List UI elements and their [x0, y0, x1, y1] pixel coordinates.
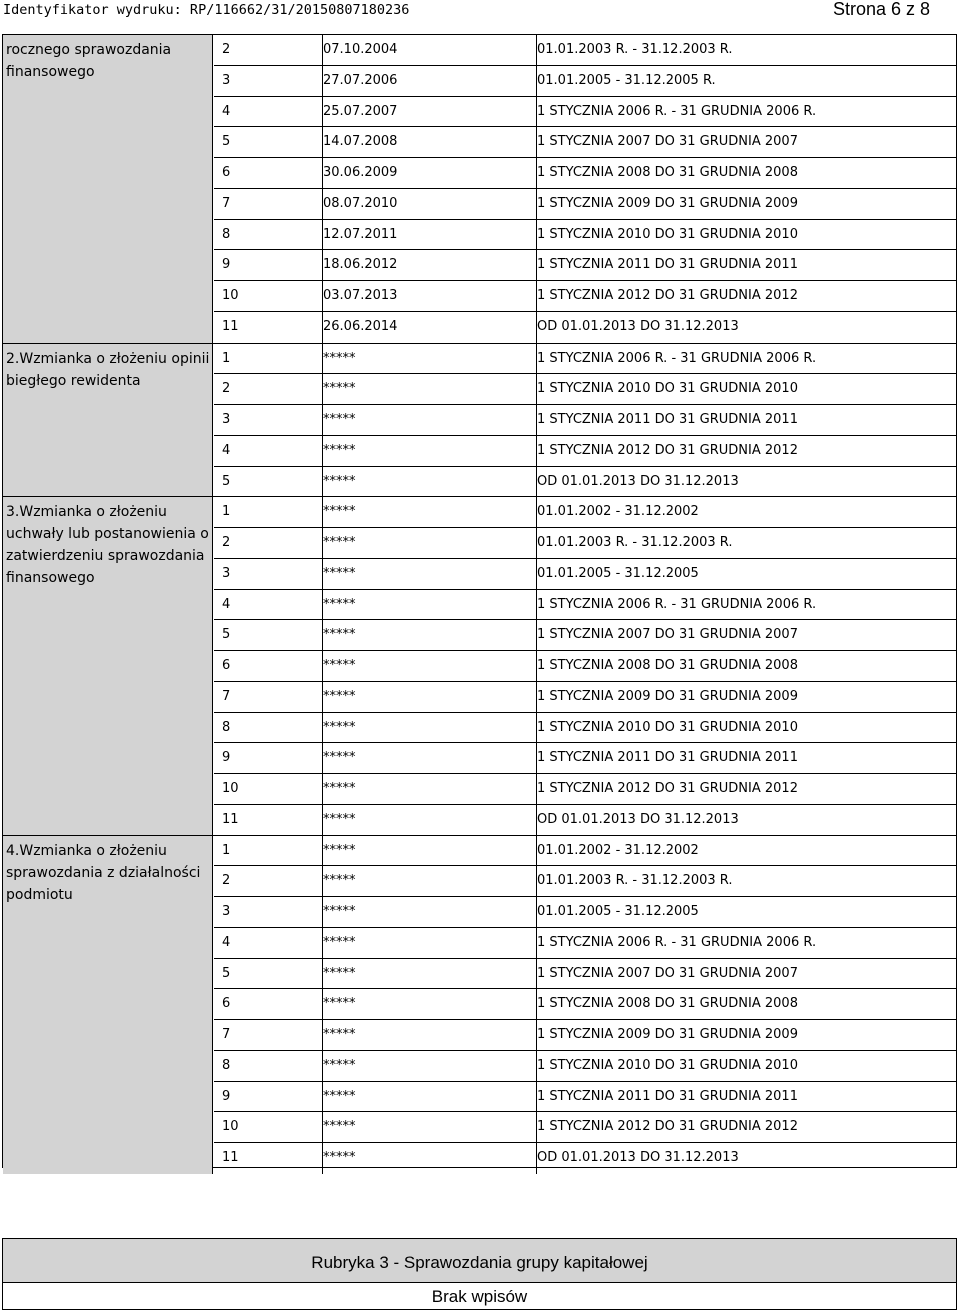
rubryka-title: Rubryka 3 - Sprawozdania grupy kapitałowej: [3, 1239, 956, 1283]
row-date: *****: [323, 596, 356, 612]
row-period: OD 01.01.2013 DO 31.12.2013: [537, 811, 739, 827]
row-number: 7: [222, 195, 231, 211]
row-period: 1 STYCZNIA 2007 DO 31 GRUDNIA 2007: [537, 134, 798, 150]
row-number: 5: [222, 627, 231, 643]
row-number: 8: [222, 226, 231, 242]
section-4: [3, 835, 956, 1174]
row-period: 1 STYCZNIA 2011 DO 31 GRUDNIA 2011: [537, 1088, 798, 1104]
section-label: 4.Wzmianka o złożeniu sprawozdania z działalności podmiotu: [3, 836, 213, 1174]
row-period: 1 STYCZNIA 2012 DO 31 GRUDNIA 2012: [537, 781, 798, 796]
row-date: *****: [323, 811, 356, 827]
row-period: 01.01.2002 - 31.12.2002: [537, 504, 699, 520]
row-date: *****: [323, 781, 356, 796]
table-row: [214, 66, 956, 97]
table-row: [214, 713, 956, 744]
row-period: 01.01.2002 - 31.12.2002: [537, 842, 699, 858]
row-date: *****: [323, 750, 356, 766]
row-period: 1 STYCZNIA 2012 DO 31 GRUDNIA 2012: [537, 442, 798, 458]
table-row: [214, 127, 956, 158]
table-row: [214, 620, 956, 651]
row-number: 6: [222, 996, 231, 1012]
row-date: *****: [323, 350, 356, 366]
table-row: [214, 467, 956, 498]
table-row: [214, 743, 956, 774]
row-number: 8: [222, 1057, 231, 1073]
table-row: [214, 312, 956, 343]
table-row: [214, 281, 956, 312]
row-date: *****: [323, 688, 356, 704]
section-label: rocznego sprawozdania finansowego: [3, 35, 213, 343]
row-date: 14.07.2008: [323, 134, 398, 150]
row-period: 1 STYCZNIA 2010 DO 31 GRUDNIA 2010: [537, 719, 798, 735]
row-number: 7: [222, 688, 231, 704]
section-3: [3, 496, 956, 835]
row-date: *****: [323, 627, 356, 643]
row-period: 1 STYCZNIA 2011 DO 31 GRUDNIA 2011: [537, 412, 798, 427]
row-period: OD 01.01.2013 DO 31.12.2013: [537, 1150, 739, 1165]
row-number: 2: [222, 381, 231, 397]
row-period: 01.01.2005 - 31.12.2005 R.: [537, 72, 716, 88]
row-date: 27.07.2006: [323, 72, 398, 88]
table-row: [214, 344, 956, 375]
row-date: *****: [323, 1150, 356, 1165]
row-period: 01.01.2003 R. - 31.12.2003 R.: [537, 42, 733, 57]
table-row: [214, 374, 956, 405]
row-date: *****: [323, 504, 356, 520]
table-row: [214, 250, 956, 281]
page-header: [0, 0, 960, 22]
row-period: 1 STYCZNIA 2007 DO 31 GRUDNIA 2007: [537, 965, 798, 981]
row-number: 10: [222, 1119, 239, 1135]
row-period: 1 STYCZNIA 2012 DO 31 GRUDNIA 2012: [537, 1119, 798, 1135]
row-number: 8: [222, 719, 231, 735]
table-row: [214, 774, 956, 805]
row-period: 1 STYCZNIA 2011 DO 31 GRUDNIA 2011: [537, 257, 798, 273]
row-date: *****: [323, 934, 356, 950]
row-period: 1 STYCZNIA 2009 DO 31 GRUDNIA 2009: [537, 195, 798, 211]
section-1: [3, 35, 956, 343]
table-row: [214, 897, 956, 928]
row-date: 08.07.2010: [323, 195, 398, 211]
row-period: 01.01.2005 - 31.12.2005: [537, 904, 699, 919]
row-period: 1 STYCZNIA 2007 DO 31 GRUDNIA 2007: [537, 627, 798, 643]
table-row: [214, 97, 956, 128]
row-date: *****: [323, 996, 356, 1012]
row-number: 4: [222, 103, 231, 119]
section-label: 3.Wzmianka o złożeniu uchwały lub postanowienia o zatwierdzeniu sprawozdania finansowego: [3, 497, 213, 835]
row-number: 9: [222, 1088, 231, 1104]
row-date: *****: [323, 381, 356, 397]
row-number: 11: [222, 1150, 239, 1165]
row-date: *****: [323, 1027, 356, 1042]
table-row: [214, 559, 956, 590]
row-date: *****: [323, 719, 356, 735]
section-2: [3, 343, 956, 498]
row-period: 1 STYCZNIA 2008 DO 31 GRUDNIA 2008: [537, 165, 798, 180]
row-number: 4: [222, 596, 231, 612]
table-row: [214, 590, 956, 621]
row-period: 1 STYCZNIA 2006 R. - 31 GRUDNIA 2006 R.: [537, 596, 817, 612]
row-date: *****: [323, 904, 356, 919]
row-date: 30.06.2009: [323, 165, 398, 180]
row-number: 3: [222, 565, 231, 581]
row-date: *****: [323, 1088, 356, 1104]
row-date: 26.06.2014: [323, 318, 398, 334]
row-number: 1: [222, 504, 231, 520]
row-period: 1 STYCZNIA 2012 DO 31 GRUDNIA 2012: [537, 288, 798, 303]
row-date: *****: [323, 565, 356, 581]
table-row: [214, 497, 956, 528]
row-number: 2: [222, 535, 231, 550]
row-number: 6: [222, 658, 231, 673]
table-row: [214, 1143, 956, 1174]
table-row: [214, 528, 956, 559]
table-row: [214, 651, 956, 682]
rubryka-section: [2, 1238, 957, 1310]
row-date: *****: [323, 1057, 356, 1073]
row-number: 1: [222, 350, 231, 366]
table-row: [214, 866, 956, 897]
row-number: 3: [222, 904, 231, 919]
row-number: 11: [222, 318, 239, 334]
table-row: [214, 1082, 956, 1113]
table-row: [214, 436, 956, 467]
row-period: 1 STYCZNIA 2009 DO 31 GRUDNIA 2009: [537, 688, 798, 704]
row-date: 18.06.2012: [323, 257, 398, 273]
table-row: [214, 989, 956, 1020]
row-date: *****: [323, 842, 356, 858]
row-period: 1 STYCZNIA 2006 R. - 31 GRUDNIA 2006 R.: [537, 103, 817, 119]
row-period: OD 01.01.2013 DO 31.12.2013: [537, 473, 739, 489]
row-period: 1 STYCZNIA 2009 DO 31 GRUDNIA 2009: [537, 1027, 798, 1042]
row-date: *****: [323, 442, 356, 458]
row-date: *****: [323, 658, 356, 673]
row-number: 1: [222, 842, 231, 858]
table-row: [214, 836, 956, 867]
section-label: 2.Wzmianka o złożeniu opinii biegłego rewidenta: [3, 344, 213, 498]
row-period: 1 STYCZNIA 2006 R. - 31 GRUDNIA 2006 R.: [537, 934, 817, 950]
row-date: *****: [323, 473, 356, 489]
table-row: [214, 189, 956, 220]
row-date: *****: [323, 873, 356, 889]
row-number: 10: [222, 781, 239, 796]
row-number: 9: [222, 257, 231, 273]
table-row: [214, 1112, 956, 1143]
row-period: 1 STYCZNIA 2010 DO 31 GRUDNIA 2010: [537, 1057, 798, 1073]
page-number: Strona 6 z 8: [832, 0, 930, 19]
table-row: [214, 1051, 956, 1082]
row-period: 01.01.2003 R. - 31.12.2003 R.: [537, 535, 733, 550]
rubryka-empty-text: Brak wpisów: [431, 1287, 528, 1306]
row-number: 5: [222, 134, 231, 150]
row-period: 1 STYCZNIA 2008 DO 31 GRUDNIA 2008: [537, 658, 798, 673]
row-number: 4: [222, 442, 231, 458]
table-row: [214, 928, 956, 959]
table-row: [214, 682, 956, 713]
row-number: 11: [222, 811, 239, 827]
table-row: [214, 35, 956, 66]
row-period: 1 STYCZNIA 2008 DO 31 GRUDNIA 2008: [537, 996, 798, 1012]
row-period: 1 STYCZNIA 2006 R. - 31 GRUDNIA 2006 R.: [537, 350, 817, 366]
row-date: *****: [323, 535, 356, 550]
table-row: [214, 158, 956, 189]
row-number: 4: [222, 934, 231, 950]
row-number: 5: [222, 965, 231, 981]
row-period: 1 STYCZNIA 2010 DO 31 GRUDNIA 2010: [537, 381, 798, 397]
row-number: 7: [222, 1027, 231, 1042]
row-period: OD 01.01.2013 DO 31.12.2013: [537, 318, 739, 334]
table-row: [214, 1020, 956, 1051]
row-number: 3: [222, 412, 231, 427]
table-row: [214, 805, 956, 836]
table-row: [214, 220, 956, 251]
row-date: *****: [323, 412, 356, 427]
row-number: 6: [222, 165, 231, 180]
row-number: 10: [222, 288, 239, 303]
row-number: 9: [222, 750, 231, 766]
row-date: 12.07.2011: [323, 226, 398, 242]
table-row: [214, 405, 956, 436]
row-date: *****: [323, 965, 356, 981]
row-date: *****: [323, 1119, 356, 1135]
row-period: 1 STYCZNIA 2011 DO 31 GRUDNIA 2011: [537, 750, 798, 766]
print-identifier: Identyfikator wydruku: RP/116662/31/20150807180236: [3, 2, 410, 18]
row-number: 2: [222, 873, 231, 889]
row-period: 01.01.2003 R. - 31.12.2003 R.: [537, 873, 733, 889]
row-number: 2: [222, 42, 231, 57]
row-date: 25.07.2007: [323, 103, 398, 119]
row-date: 07.10.2004: [323, 42, 398, 57]
row-number: 5: [222, 473, 231, 489]
row-date: 03.07.2013: [323, 288, 398, 303]
row-number: 3: [222, 72, 231, 88]
row-period: 01.01.2005 - 31.12.2005: [537, 565, 699, 581]
table-row: [214, 959, 956, 990]
reports-table: [2, 34, 957, 1168]
row-period: 1 STYCZNIA 2010 DO 31 GRUDNIA 2010: [537, 226, 798, 242]
